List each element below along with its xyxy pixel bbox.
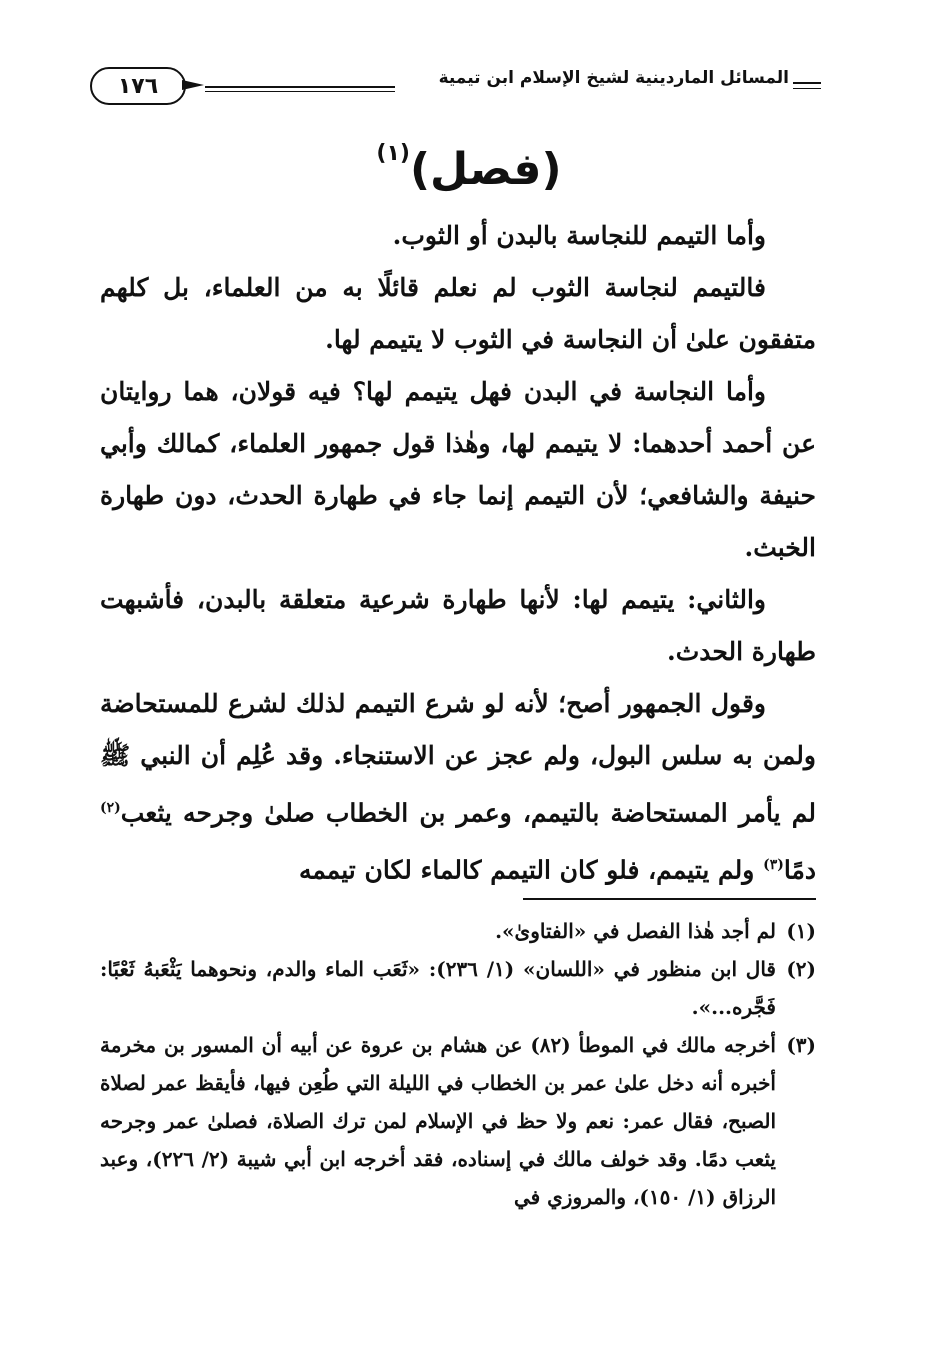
- paragraph: [100, 678, 816, 897]
- footnote: [100, 912, 816, 950]
- section-heading-text: (فصل): [409, 144, 562, 195]
- paragraph-text: وقول الجمهور أصح؛ لأنه لو شرع التيمم لذلك لشرع للمستحاضة ولمن به سلس البول، ولم عجز عن الاستنجاء. وقد عُلِم أن النبي ﷺ لم يأمر المستحاضة بالتيمم، وعمر بن الخطاب صلىٰ وجرحه يثعب: [100, 689, 816, 828]
- paragraph-text: ولم يتيمم، فلو كان التيمم كالماء لكان تيممه: [298, 855, 764, 885]
- footnote-number: (١): [786, 919, 816, 943]
- header-rule-right: [793, 82, 821, 84]
- page-number: [90, 67, 186, 105]
- body-text: [100, 210, 816, 897]
- footnote: [100, 1026, 816, 1216]
- footnote-ref: (٣): [763, 857, 784, 874]
- footnotes: [100, 912, 816, 1216]
- running-title: المسائل الماردينية لشيخ الإسلام ابن تيمية: [438, 68, 789, 88]
- paragraph: وأما التيمم للنجاسة بالبدن أو الثوب.: [392, 221, 766, 250]
- page-number-text: ١٧٦: [117, 73, 159, 99]
- footnote-ref: (٢): [100, 800, 121, 816]
- paragraph: فالتيمم لنجاسة الثوب لم نعلم قائلًا به من العلماء، بل كلهم متفقون علىٰ أن النجاسة في الثوب لا يتيمم لها.: [100, 273, 816, 354]
- footnote-text: قال ابن منظور في «اللسان» (١/ ٢٣٦): «ثَعَب الماء والدم، ونحوهما يَثْعَبهُ ثَعْبًا: فَجَّره...».: [100, 957, 776, 1019]
- page-header: [85, 66, 821, 114]
- paragraph-text: دمًا: [783, 855, 816, 885]
- header-rule-right-2: [793, 88, 821, 89]
- footnote-text: أخرجه مالك في الموطأ (٨٢) عن هشام بن عروة عن أبيه أن المسور بن مخرمة أخبره أنه دخل علىٰ عمر بن الخطاب في الليلة التي طُعِن فيها، فأيقظ عمر لصلاة الصبح، فقال عمر: نعم ولا حظ في الإسلام لمن ترك الصلاة، فصلىٰ عمر وجرحه يثعب دمًا. وقد خولف مالك في إسناده، فقد أخرجه ابن أبي شيبة (٢/ ٢٢٦)، وعبد الرزاق (١/ ١٥٠)، والمروزي في: [100, 1033, 776, 1209]
- footnote-text: لم أجد هٰذا الفصل في «الفتاوىٰ».: [495, 919, 776, 943]
- header-rule-middle: [205, 86, 395, 88]
- section-footnote-ref: (١): [376, 141, 410, 166]
- footnote-number: (٣): [786, 1033, 816, 1057]
- footnote: [100, 950, 816, 1026]
- section-heading: [0, 124, 938, 200]
- paragraph: والثاني: يتيمم لها: لأنها طهارة شرعية متعلقة بالبدن، فأشبهت طهارة الحدث.: [100, 585, 816, 666]
- header-rule-middle-2: [205, 91, 395, 92]
- paragraph: وأما النجاسة في البدن فهل يتيمم لها؟ فيه قولان، هما روايتان عن أحمد أحدهما: لا يتيمم لها، وهٰذا قول جمهور العلماء، كمالك وأبي حنيفة والشافعي؛ لأن التيمم إنما جاء في طهارة الحدث، دون طهارة الخبث.: [100, 377, 816, 562]
- footnote-separator: [523, 898, 816, 900]
- footnote-number: (٢): [786, 957, 816, 981]
